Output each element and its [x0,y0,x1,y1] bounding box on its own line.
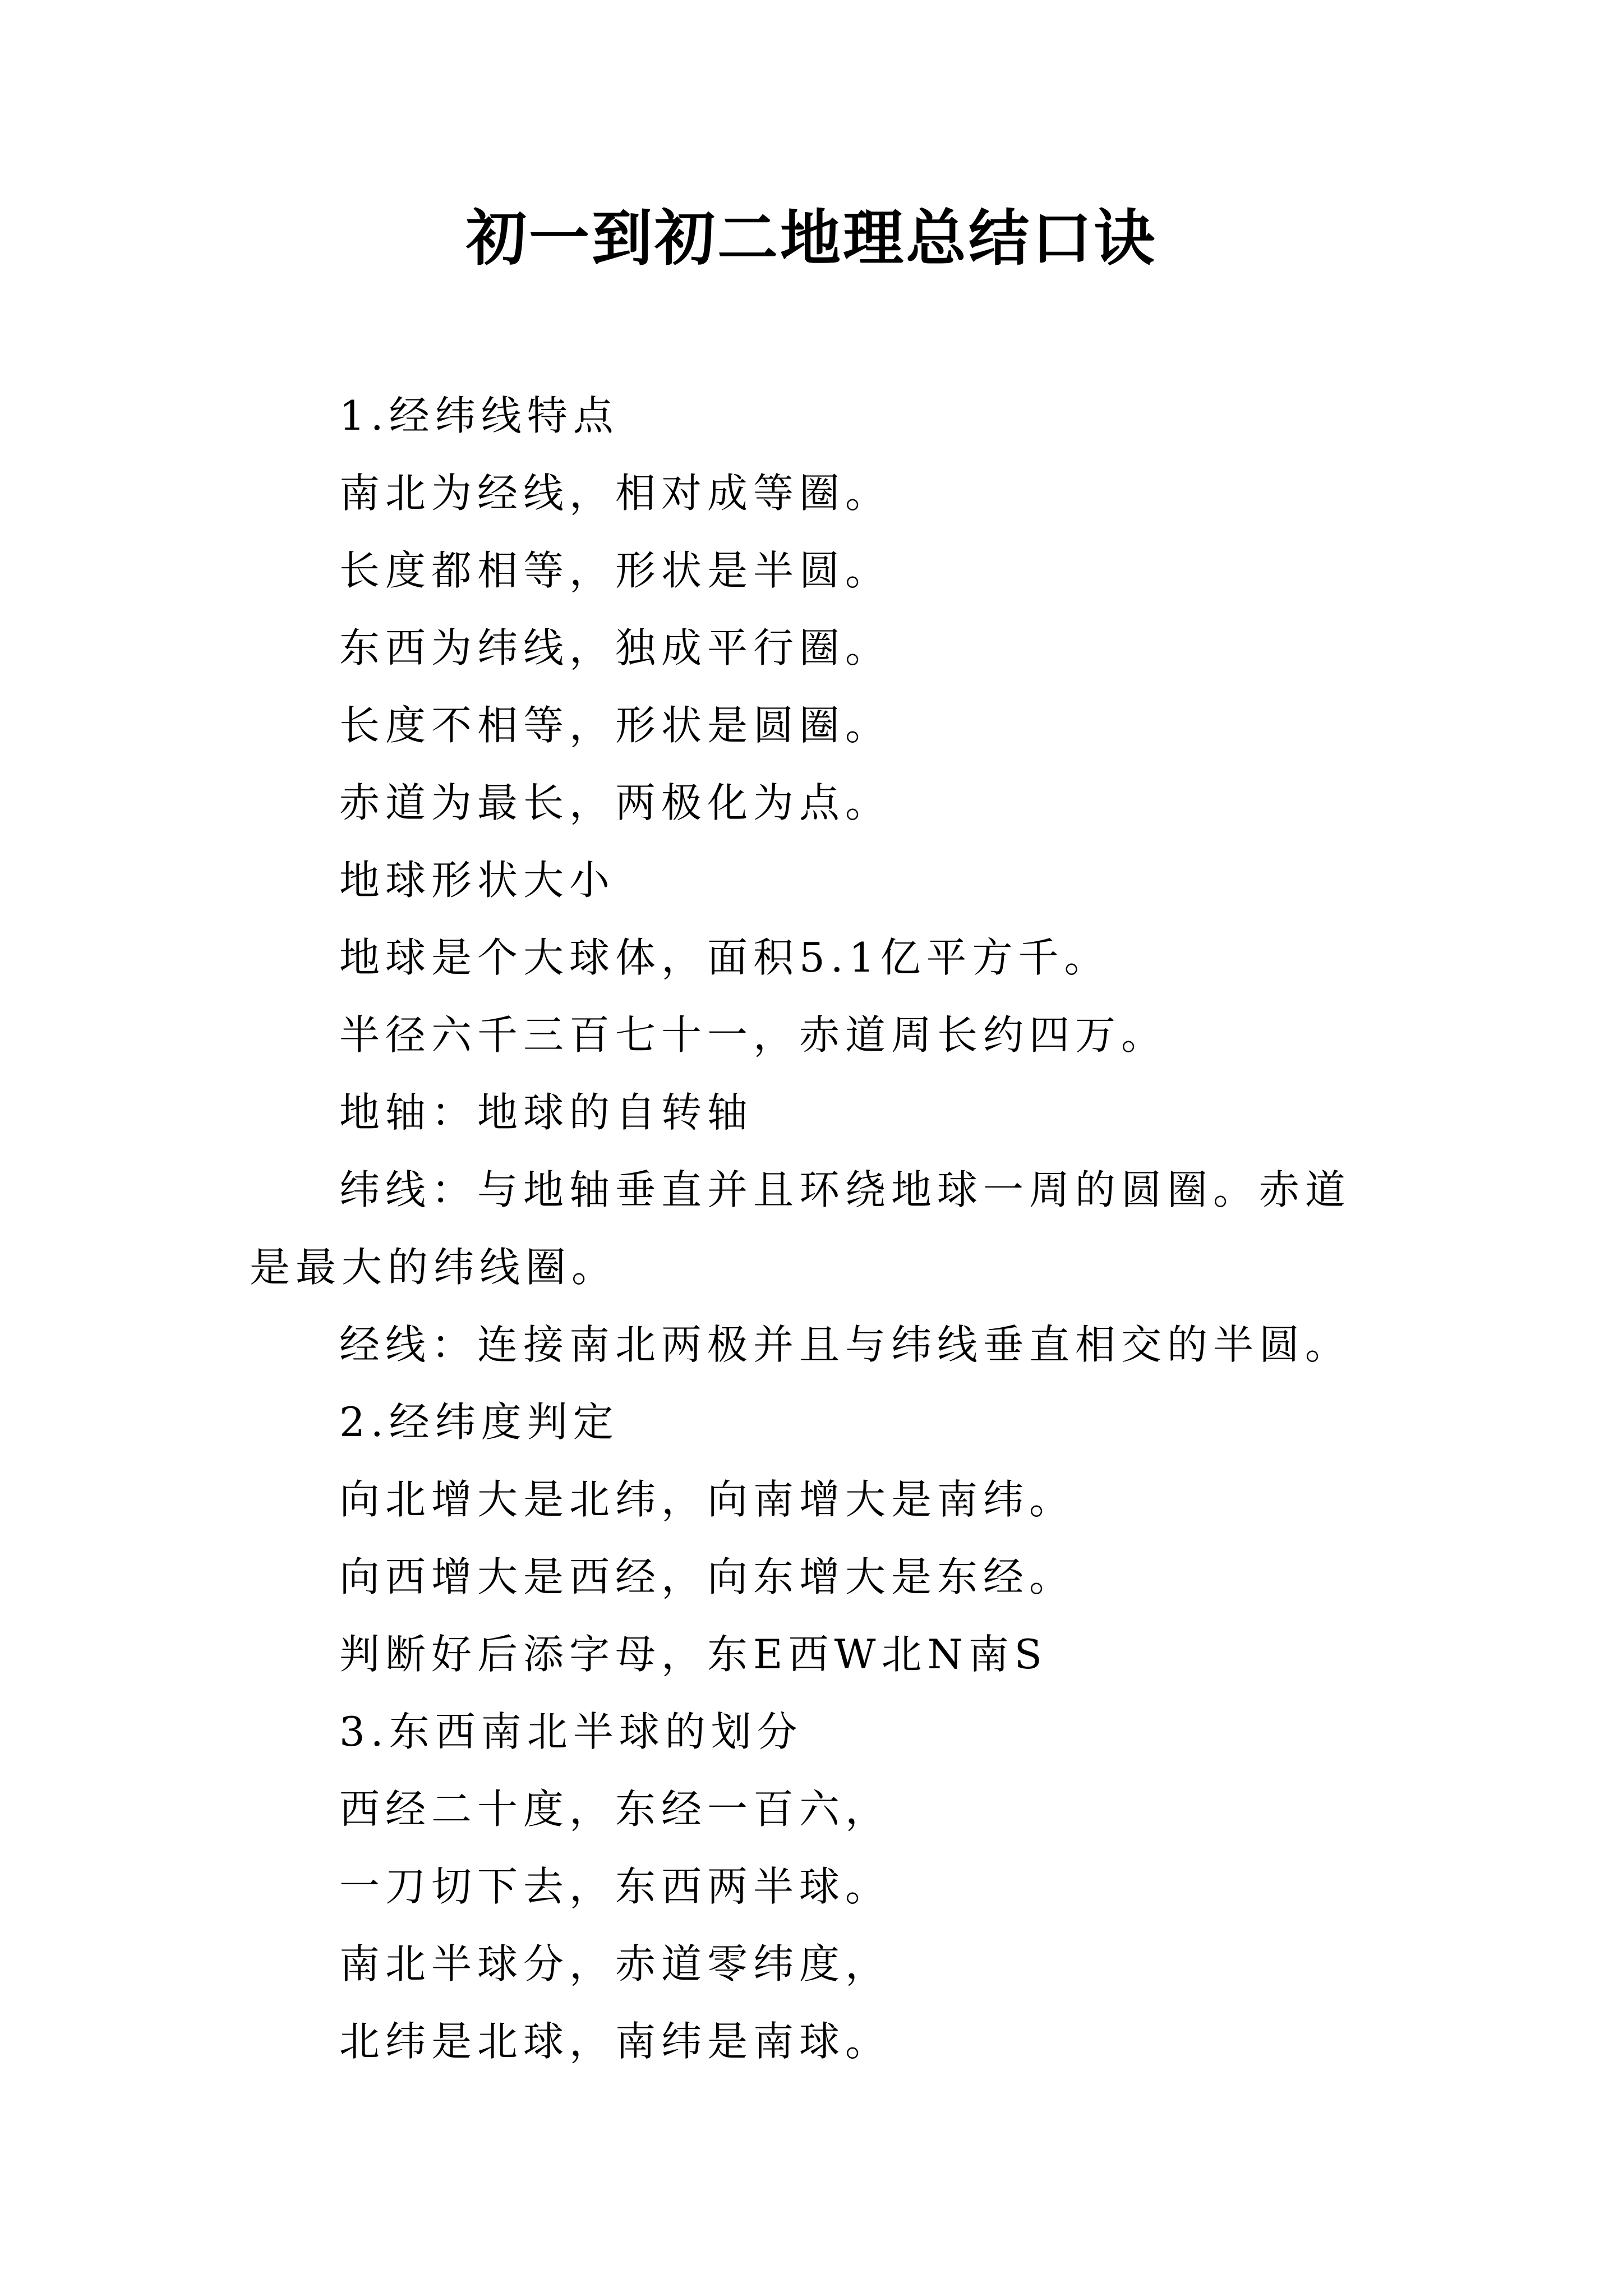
verse-line: 西经二十度，东经一百六， [339,1786,892,1833]
verse-line: 地球是个大球体，面积5.1亿平方千。 [339,934,1110,981]
verse-line: 赤道为最长，两极化为点。 [339,779,892,826]
verse-line: 长度不相等，形状是圆圈。 [339,702,892,749]
verse-line: 东西为纬线，独成平行圈。 [339,624,892,671]
subheading: 地球形状大小 [339,857,616,904]
verse-line: 判断好后添字母，东E西W北N南S [339,1631,1048,1678]
verse-line: 南北为经线，相对成等圈。 [339,470,892,517]
verse-line: 南北半球分，赤道零纬度， [339,1940,892,1987]
definition-line: 经线：连接南北两极并且与纬线垂直相交的半圆。 [339,1321,1352,1368]
verse-line: 长度都相等，形状是半圆。 [339,547,892,594]
section-heading-1: 1.经纬线特点 [339,392,619,439]
verse-line: 一刀切下去，东西两半球。 [339,1863,892,1910]
verse-line: 向北增大是北纬，向南增大是南纬。 [339,1476,1076,1523]
section-heading-2: 2.经纬度判定 [339,1398,619,1446]
verse-line: 向西增大是西经，向东增大是东经。 [339,1553,1076,1600]
definition-line: 纬线：与地轴垂直并且环绕地球一周的圆圈。赤道是最大的纬线圈。 [250,1166,1352,1291]
verse-line: 半径六千三百七十一，赤道周长约四万。 [339,1011,1168,1059]
section-heading-3: 3.东西南北半球的划分 [339,1708,803,1755]
document-body [250,377,1382,2080]
document-title: 初一到初二地理总结口诀 [465,203,1157,274]
definition-line: 地轴：地球的自转轴 [339,1089,754,1136]
verse-line: 北纬是北球，南纬是南球。 [339,2018,892,2065]
